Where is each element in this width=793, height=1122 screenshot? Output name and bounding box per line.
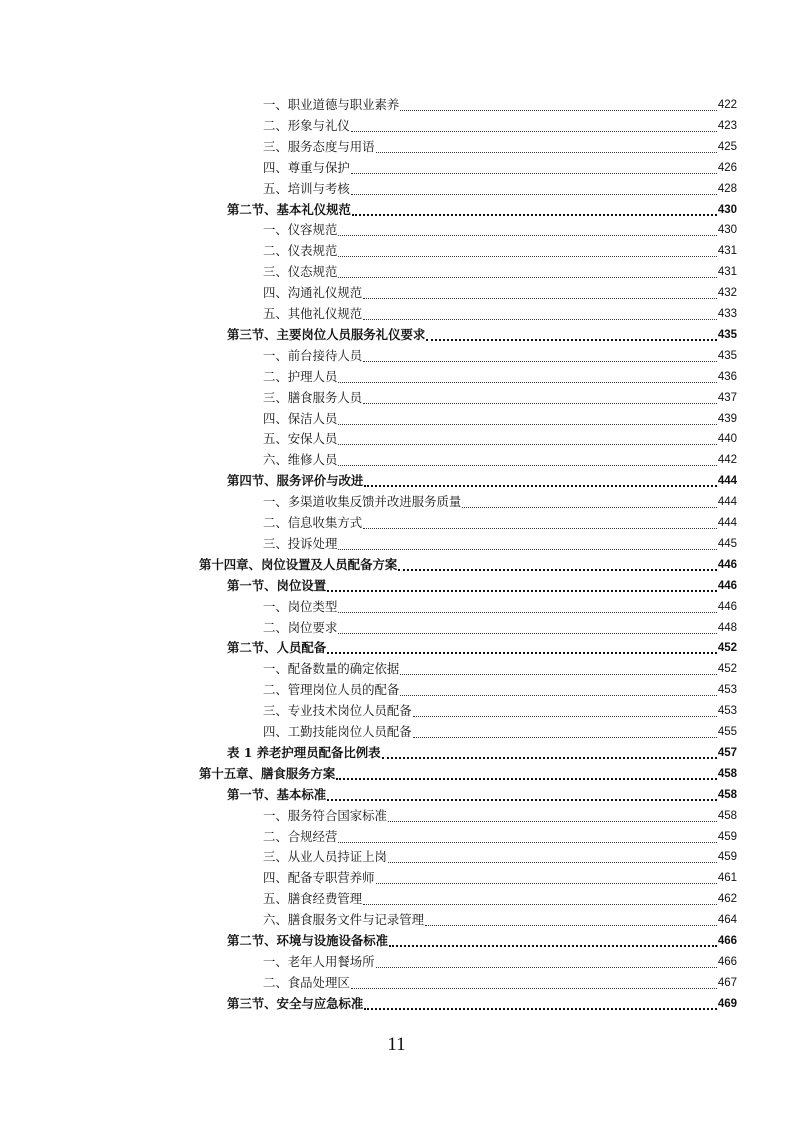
toc-entry-page: 445 [717,537,737,550]
dot-leader [400,681,717,696]
toc-entry[interactable] [263,827,737,847]
toc-entry[interactable] [199,764,737,784]
toc-entry-page: 455 [717,726,737,738]
toc-entry-title: 一、仪容规范 [263,222,338,238]
toc-entry[interactable] [227,743,737,763]
dot-leader [426,325,717,341]
toc-entry-page: 430 [717,203,737,216]
toc-entry-title: 第二节、环境与设施设备标准 [227,933,389,948]
toc-entry-page: 458 [717,788,737,801]
toc-entry-page: 462 [717,893,737,906]
toc-entry-title: 三、仪态规范 [263,264,338,280]
dot-leader [388,807,717,822]
toc-entry-title: 三、从业人员持证上岗 [263,849,387,865]
toc-entry[interactable] [263,450,737,470]
toc-entry-title: 第二节、基本礼仪规范 [227,201,351,217]
toc-entry-title: 四、工勤技能岗位人员配备 [263,724,412,739]
toc-entry[interactable] [263,116,737,136]
dot-leader [327,638,717,654]
toc-entry-title: 三、专业技术岗位人员配备 [263,703,412,719]
toc-entry-page: 431 [717,245,737,258]
toc-entry-page: 461 [717,872,737,885]
toc-entry[interactable] [263,618,737,638]
toc-entry-page: 426 [717,161,737,174]
dot-leader [376,138,717,153]
dot-leader [351,974,717,989]
dot-leader [351,159,717,174]
toc-entry-title: 五、其他礼仪规范 [263,306,363,321]
toc-entry-page: 446 [717,600,737,613]
toc-entry-title: 三、服务态度与用语 [263,138,375,154]
toc-entry-page: 428 [717,182,737,195]
dot-leader [425,911,717,926]
toc-entry[interactable] [227,325,737,345]
dot-leader [338,598,716,613]
toc-entry[interactable] [263,241,737,261]
toc-entry[interactable] [263,701,737,721]
toc-entry[interactable] [263,847,737,867]
dot-leader [364,994,717,1010]
toc-entry-page: 469 [717,997,737,1010]
toc-entry-title: 一、老年人用餐场所 [263,953,375,969]
toc-entry[interactable] [263,868,737,888]
dot-leader [338,535,716,550]
toc-entry[interactable] [263,680,737,700]
toc-entry[interactable] [263,806,737,826]
toc-entry[interactable] [227,785,737,805]
toc-entry-page: 433 [717,308,737,320]
toc-entry-title: 一、前台接待人员 [263,347,363,363]
toc-entry-title: 二、管理岗位人员的配备 [263,682,400,698]
dot-leader [382,743,717,759]
dot-leader [363,890,717,905]
toc-entry-title: 四、保洁人员 [263,410,338,426]
toc-entry[interactable] [263,388,737,408]
toc-entry[interactable] [263,158,737,178]
dot-leader [376,953,717,968]
toc-entry[interactable] [227,471,737,491]
toc-entry[interactable] [227,576,737,596]
toc-entry-title: 二、信息收集方式 [263,515,363,530]
toc-entry-page: 432 [717,287,737,300]
toc-entry[interactable] [263,367,737,387]
toc-entry-title: 表 1 养老护理员配备比例表 [227,744,381,760]
toc-entry-page: 446 [717,579,737,592]
toc-entry[interactable] [199,555,737,575]
toc-entry-page: 435 [717,349,737,362]
toc-entry-page: 425 [717,140,737,153]
toc-entry-title: 三、投诉处理 [263,535,338,551]
toc-entry-title: 二、合规经营 [263,828,338,844]
dot-leader [338,410,716,425]
toc-entry-page: 435 [717,328,737,341]
dot-leader [338,263,716,278]
toc-entry-page: 458 [717,809,737,822]
dot-leader [376,869,717,884]
toc-entry-page: 459 [717,851,737,864]
toc-entry[interactable] [263,179,737,199]
dot-leader [389,931,717,947]
dot-leader [363,389,717,404]
toc-entry-title: 第一节、岗位设置 [227,577,327,593]
dot-leader [351,180,717,195]
toc-entry-page: 440 [717,433,737,446]
toc-entry-page: 453 [717,705,737,718]
page-number: 11 [387,1034,406,1055]
toc-entry[interactable] [227,638,737,658]
toc-entry[interactable] [263,137,737,157]
toc-entry-title: 二、岗位要求 [263,619,338,635]
toc-entry-title: 第十四章、岗位设置及人员配备方案 [199,556,398,572]
toc-entry[interactable] [263,492,737,512]
toc-entry-title: 第十五章、膳食服务方案 [199,765,336,781]
toc-entry-page: 436 [717,370,737,383]
dot-leader [327,785,717,801]
dot-leader [462,493,717,508]
dot-leader [327,576,717,592]
toc-entry-title: 三、膳食服务人员 [263,389,363,405]
toc-entry[interactable] [227,200,737,220]
dot-leader [363,305,717,320]
toc-entry-title: 二、护理人员 [263,368,338,384]
dot-leader [338,430,716,445]
toc-entry-page: 453 [717,684,737,697]
toc-entry[interactable] [263,95,737,115]
dot-leader [400,96,717,111]
toc-entry-page: 459 [717,830,737,843]
dot-leader [363,514,717,529]
toc-entry-title: 第一节、基本标准 [227,786,327,802]
toc-entry[interactable] [263,910,737,930]
dot-leader [413,702,717,717]
dot-leader [338,828,716,843]
toc-entry[interactable] [227,931,737,951]
toc-entry-title: 一、服务符合国家标准 [263,807,387,823]
toc-entry-title: 四、配备专职营养师 [263,870,375,886]
toc-entry[interactable] [263,220,737,240]
dot-leader [400,660,717,675]
dot-leader [338,221,716,236]
toc-entry-title: 一、职业道德与职业素养 [263,97,400,112]
toc-entry-page: 446 [717,558,737,571]
dot-leader [398,555,717,571]
toc-entry-title: 四、尊重与保护 [263,159,350,175]
dot-leader [363,284,717,299]
toc-entry-page: 437 [717,391,737,404]
toc-entry-page: 464 [717,914,737,927]
toc-entry-page: 444 [717,496,737,509]
toc-entry[interactable] [263,952,737,972]
toc-entry-title: 六、维修人员 [263,452,338,468]
toc-entry[interactable] [263,722,737,742]
toc-entry-page: 457 [717,746,737,759]
dot-leader [336,764,717,780]
toc-entry-page: 442 [717,454,737,467]
dot-leader [338,451,716,466]
toc-entry[interactable] [263,889,737,909]
toc-entry[interactable] [263,346,737,366]
toc-entry-title: 六、膳食服务文件与记录管理 [263,912,425,928]
dot-leader [363,347,717,362]
toc-entry-title: 五、安保人员 [263,431,338,447]
dot-leader [352,200,717,216]
toc-entry[interactable] [263,283,737,303]
toc-entry[interactable] [263,513,737,533]
toc-entry-page: 452 [717,663,737,676]
dot-leader [351,117,717,132]
toc-entry[interactable] [263,597,737,617]
toc-entry-page: 444 [717,517,737,529]
toc-entry[interactable] [263,973,737,993]
dot-leader [338,368,716,383]
toc-entry-title: 一、岗位类型 [263,598,338,614]
toc-entry-page: 467 [717,976,737,989]
toc-entry-page: 439 [717,412,737,425]
toc-entry-page: 452 [717,642,737,655]
toc-entry-title: 五、培训与考核 [263,180,350,196]
toc-entry-page: 430 [717,224,737,237]
dot-leader [413,723,717,738]
toc-entry[interactable] [263,534,737,554]
toc-entry-page: 422 [717,99,737,111]
dot-leader [338,619,716,634]
toc-entry-title: 第三节、安全与应急标准 [227,995,364,1011]
toc-entry-title: 第四节、服务评价与改进 [227,473,364,489]
toc-entry-page: 431 [717,266,737,279]
dot-leader [364,471,717,487]
toc-entry-title: 四、沟通礼仪规范 [263,285,363,301]
dot-leader [388,848,717,863]
toc-entry-title: 二、食品处理区 [263,974,350,990]
toc-entry[interactable] [263,304,737,324]
toc-entry-title: 二、仪表规范 [263,243,338,259]
toc-entry-page: 444 [717,475,737,488]
toc-entry-page: 448 [717,621,737,634]
toc-entry-page: 466 [717,935,737,947]
toc-entry-title: 一、多渠道收集反馈并改进服务质量 [263,494,462,510]
toc-entry[interactable] [263,262,737,282]
toc-entry-title: 一、配备数量的确定依据 [263,661,400,677]
toc-entry-page: 458 [717,767,737,780]
toc-entry-page: 423 [717,119,737,132]
toc-entry[interactable] [263,409,737,429]
dot-leader [338,242,716,257]
toc-entry-title: 五、膳食经费管理 [263,891,363,907]
toc-entry-title: 第二节、人员配备 [227,640,327,656]
toc-entry-page: 466 [717,955,737,968]
toc-entry-title: 二、形象与礼仪 [263,117,350,133]
toc-entry[interactable] [263,429,737,449]
toc-entry-title: 第三节、主要岗位人员服务礼仪要求 [227,326,426,342]
toc-entry[interactable] [227,994,737,1014]
toc-entry[interactable] [263,659,737,679]
